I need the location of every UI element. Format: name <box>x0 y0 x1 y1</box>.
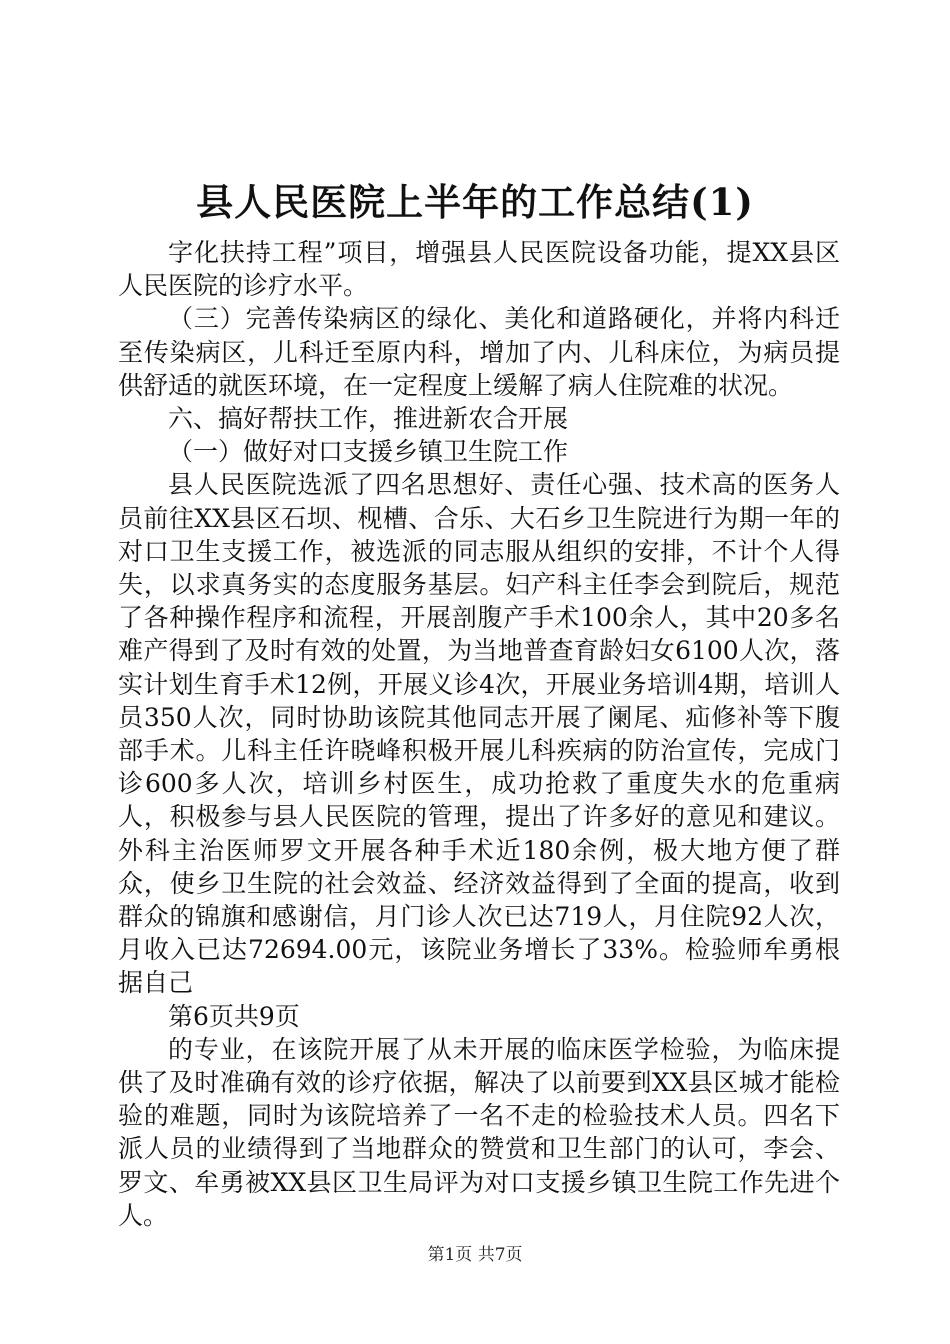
paragraph: 县人民医院选派了四名思想好、责任心强、技术高的医务人员前往XX县区石坝、枧槽、合乐、大石乡卫生院进行为期一年的对口卫生支援工作，被选派的同志服从组织的安排，不计个人得失，以求真务实的态度服务基层。妇产科主任李会到院后，规范了各种操作程序和流程，开展剖腹产手术100余人，其中20多名难产得到了及时有效的处置，为当地普查育龄妇女6100人次，落实计划生育手术12例，开展义诊4次，开展业务培训4期，培训人员350人次，同时协助该院其他同志开展了阑尾、疝修补等下腹部手术。儿科主任许晓峰积极开展儿科疾病的防治宣传，完成门诊600多人次，培训乡村医生，成功抢救了重度失水的危重病人，积极参与县人民医院的管理，提出了许多好的意见和建议。外科主治医师罗文开展各种手术近180余例，极大地方便了群众，使乡卫生院的社会效益、经济效益得到了全面的提高，收到群众的锦旗和感谢信，月门诊人次已达719人，月住院92人次，月收入已达72694.00元，该院业务增长了33%。检验师牟勇根据自己 <box>118 470 840 998</box>
paragraph: （三）完善传染病区的绿化、美化和道路硬化，并将内科迁至传染病区，儿科迁至原内科，增加了内、儿科床位，为病员提供舒适的就医环境，在一定程度上缓解了病人住院难的状况。 <box>118 304 840 400</box>
document-body <box>118 236 840 1232</box>
page-footer: 第1页 共7页 <box>427 1245 523 1265</box>
subsection-heading: （一）做好对口支援乡镇卫生院工作 <box>168 437 569 467</box>
document-title: 县人民医院上半年的工作总结(1) <box>196 180 754 224</box>
section-heading: 六、搞好帮扶工作，推进新农合开展 <box>168 404 569 434</box>
paragraph: 的专业，在该院开展了从未开展的临床医学检验，为临床提供了及时准确有效的诊疗依据，解决了以前要到XX县区城才能检验的难题，同时为该院培养了一名不走的检验技术人员。四名下派人员的业绩得到了当地群众的赞赏和卫生部门的认可，李会、罗文、牟勇被XX县区卫生局评为对口支援乡镇卫生院工作先进个人。 <box>118 1034 840 1230</box>
inline-page-marker: 第6页共9页 <box>168 1001 300 1031</box>
paragraph: 字化扶持工程”项目，增强县人民医院设备功能，提XX县区人民医院的诊疗水平。 <box>118 238 840 301</box>
